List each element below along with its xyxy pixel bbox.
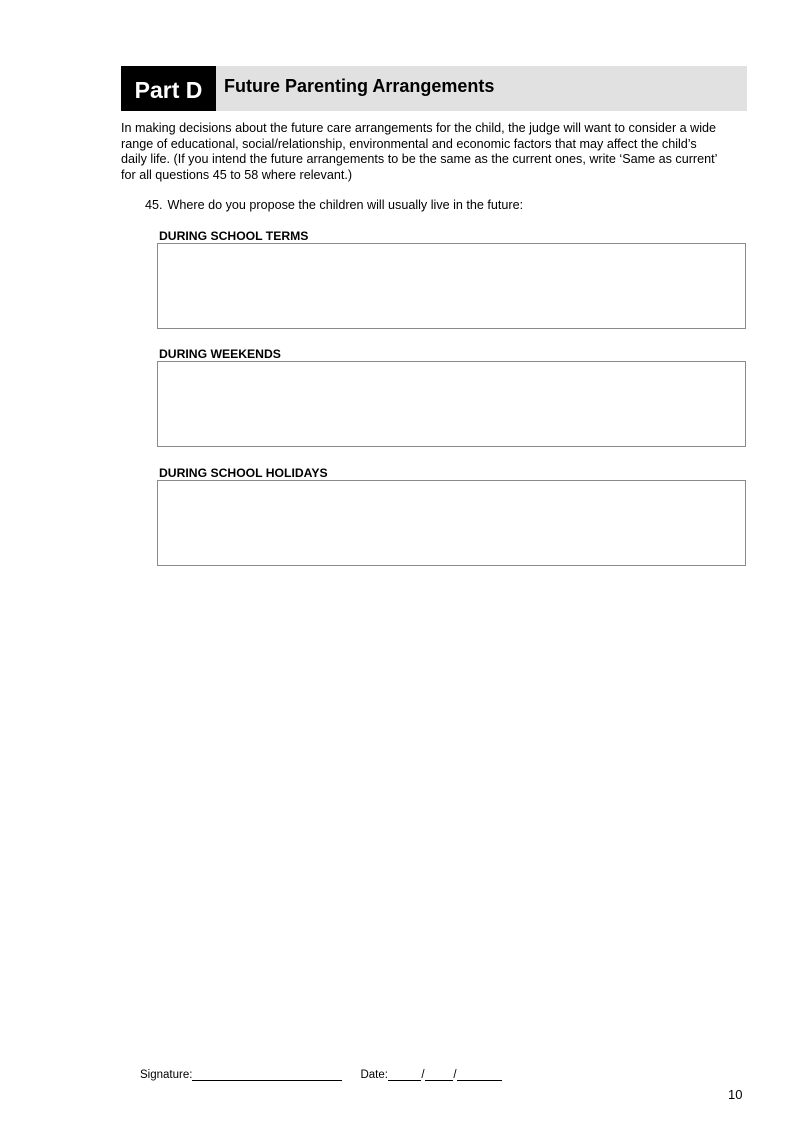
date-separator-1: / bbox=[421, 1069, 425, 1081]
question-number: 45. bbox=[145, 198, 163, 212]
date-day-line[interactable] bbox=[388, 1068, 421, 1081]
field-box-school-terms[interactable] bbox=[157, 243, 746, 329]
part-title: Future Parenting Arrangements bbox=[224, 76, 495, 96]
date-year-line[interactable] bbox=[457, 1068, 502, 1081]
date-label: Date: bbox=[360, 1069, 388, 1081]
date-month-line[interactable] bbox=[425, 1068, 453, 1081]
field-label-school-holidays: DURING SCHOOL HOLIDAYS bbox=[159, 466, 328, 480]
intro-paragraph: In making decisions about the future care arrangements for the child, the judge will want to consider a wide range of educational, social/relationship, environmental and economic factors that may affect the child’s daily life. (If you intend the future arrangements to be the same as the current ones, write ‘Same as current’ for all questions 45 to 58 where relevant.) bbox=[121, 121, 717, 182]
date-separator-2: / bbox=[453, 1069, 457, 1081]
signature-footer bbox=[140, 1068, 502, 1081]
field-label-weekends: DURING WEEKENDS bbox=[159, 347, 281, 361]
page-number: 10 bbox=[728, 1087, 743, 1102]
field-label-school-terms: DURING SCHOOL TERMS bbox=[159, 229, 309, 243]
part-header bbox=[121, 66, 747, 111]
question-45 bbox=[145, 198, 523, 212]
part-tag: Part D bbox=[121, 66, 216, 111]
field-box-school-holidays[interactable] bbox=[157, 480, 746, 566]
signature-label: Signature: bbox=[140, 1069, 193, 1081]
question-text: Where do you propose the children will usually live in the future: bbox=[167, 198, 524, 212]
field-box-weekends[interactable] bbox=[157, 361, 746, 447]
signature-line[interactable] bbox=[192, 1068, 342, 1081]
